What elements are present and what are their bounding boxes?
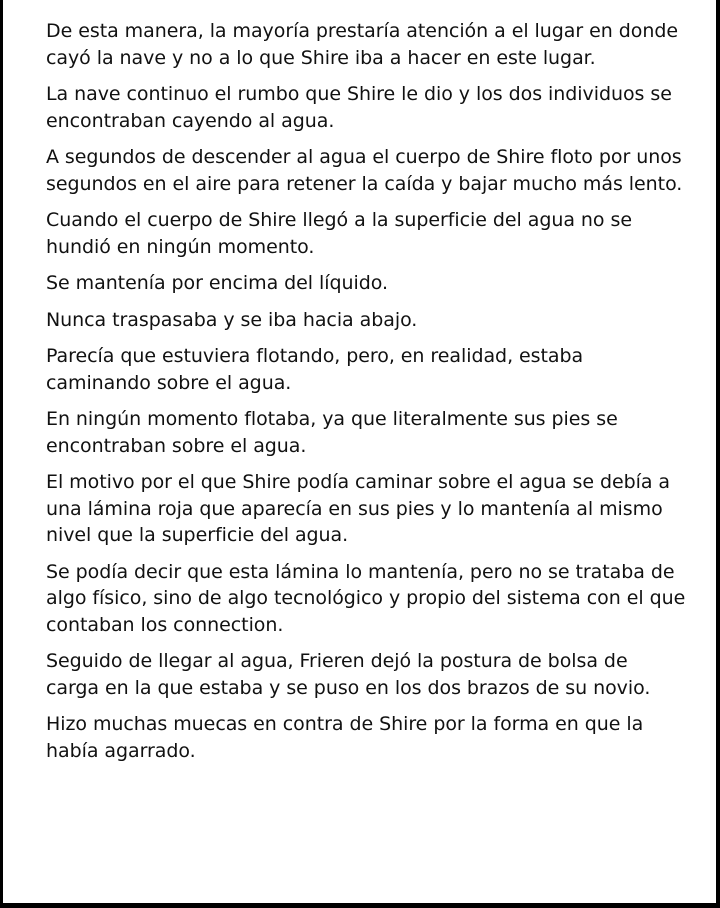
paragraph: Seguido de llegar al agua, Frieren dejó la postura de bolsa de carga en la que estaba y se puso en los dos brazos de su novio.	[46, 650, 651, 699]
paragraph: Se podía decir que esta lámina lo mantenía, pero no se trataba de algo físico, sino de algo tecnológico y propio del sistema con el que contaban los connection.	[46, 560, 686, 636]
paragraph: Se mantenía por encima del líquido.	[46, 272, 388, 294]
paragraph: El motivo por el que Shire podía caminar sobre el agua se debía a una lámina roja que aparecía en sus pies y lo mantenía al mismo nivel que la superficie del agua.	[46, 471, 671, 546]
paragraph: Hizo muchas muecas en contra de Shire por la forma en que la había agarrado.	[46, 713, 644, 762]
paragraph: Nunca traspasaba y se iba hacia abajo.	[46, 308, 418, 331]
paragraph: A segundos de descender al agua el cuerpo de Shire floto por unos segundos en el aire para retener la caída y bajar mucho más lento.	[46, 146, 683, 195]
paragraph: En ningún momento flotaba, ya que literalmente sus pies se encontraban sobre el agua.	[46, 408, 618, 457]
document-page	[3, 0, 716, 903]
paragraph: Parecía que estuviera flotando, pero, en realidad, estaba caminando sobre el agua.	[46, 345, 584, 394]
paragraph: Cuando el cuerpo de Shire llegó a la superficie del agua no se hundió en ningún momento.	[46, 209, 632, 258]
paragraph: De esta manera, la mayoría prestaría atención a el lugar en donde cayó la nave y no a lo que Shire iba a hacer en este lugar.	[46, 20, 678, 69]
document-body	[46, 18, 686, 774]
paragraph: La nave continuo el rumbo que Shire le dio y los dos individuos se encontraban cayendo al agua.	[46, 83, 672, 132]
